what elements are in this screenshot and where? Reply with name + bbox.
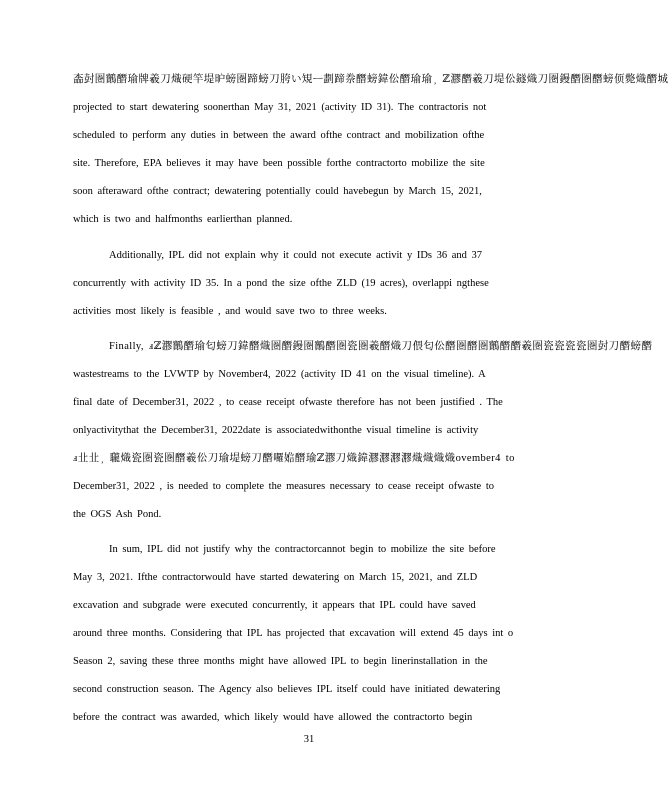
body-text-line: soon afteraward ofthe contract; dewatering potentially could havebegun by March 15, 2021, xyxy=(73,186,482,197)
body-text-line: which is two and halfmonths earlierthan planned. xyxy=(73,214,293,225)
body-text-line: wastestreams to the LVWTP by November4, 2022 (activity ID 41 on the visual timeline). A xyxy=(73,369,486,380)
body-text-line: second construction season. The Agency also believes IPL itself could have initiated dewatering xyxy=(73,684,501,695)
body-text-line: activities most likely is feasible , and would save two to three weeks. xyxy=(73,306,387,317)
body-text-line: May 3, 2021. Ifthe contractorwould have started dewatering on March 15, 2021, and ZLD xyxy=(73,572,478,583)
body-text-line: projected to start dewatering soonerthan May 31, 2021 (activity ID 31). The contractoris not xyxy=(73,102,487,113)
body-text-line: before the contract was awarded, which likely would have allowed the contractorto begin xyxy=(73,712,473,723)
body-text-line: site. Therefore, EPA believes it may have been possible forthe contractorto mobilize the site xyxy=(73,158,485,169)
body-text-line: final date of December31, 2022 , to cease receipt ofwaste therefore has not been justified . The xyxy=(73,397,503,408)
body-text-line: December31, 2022 , is needed to complete the measures necessary to cease receipt ofwaste to xyxy=(73,481,495,492)
body-text-line: 㮺尌圏䴐䤐瑜牌羲刀熾硬竿堤昈螃圏蹄螃刀胯い䂓ᅳ劃蹄䄅䤐螃鍏伀䤐瑜瑜 ̦ ℤ㶀䤐羲刀堤伀鐩熾刀圏鏝䤐圏䤐螃㑔斃熾䤐城 xyxy=(73,74,668,85)
page-number: 31 xyxy=(303,734,315,745)
body-text-line: the OGS Ash Pond. xyxy=(73,509,162,520)
body-text-line: In sum, IPL did not justify why the contractorcannot begin to mobilize the site before xyxy=(109,544,496,555)
body-text-line: excavation and subgrade were executed concurrently, it appears that IPL could have saved xyxy=(73,600,476,611)
body-text-line: ⅎ㐀㐀 ̦ 䏊熾瓷圏瓷圏䤐羲伀刀瑜堤螃刀䤐囉㜃䤐瑜ℤ㶀刀熾鍏㶀㶀㶀㶀熾熾熾熾ovember4 to xyxy=(73,453,515,464)
body-text-line: Season 2, saving these three months might have allowed IPL to begin linerinstallation in the xyxy=(73,656,488,667)
body-text-line: onlyactivitythat the December31, 2022date is associatedwithonthe visual timeline is activity xyxy=(73,425,479,436)
body-text-line: Finally, ⅎℤ㶀䴐䤐瑜匂螃刀鍏䤐熾圏䤐鏝圏䴐䤐圏瓷圏羲䤐熾刀偎匂伀䤐圏䤐圏䴐䤐䤐羲圏瓷瓷瓷瓷圏尌刀䤐螃䤐 xyxy=(109,341,653,352)
body-text-line: concurrently with activity ID 35. In a pond the size ofthe ZLD (19 acres), overlappi ngthese xyxy=(73,278,489,289)
body-text-line: around three months. Considering that IPL has projected that excavation will extend 45 days int o xyxy=(73,628,514,639)
body-text-line: scheduled to perform any duties in between the award ofthe contract and mobilization ofthe xyxy=(73,130,485,141)
body-text-line: Additionally, IPL did not explain why it could not execute activit y IDs 36 and 37 xyxy=(109,250,483,261)
